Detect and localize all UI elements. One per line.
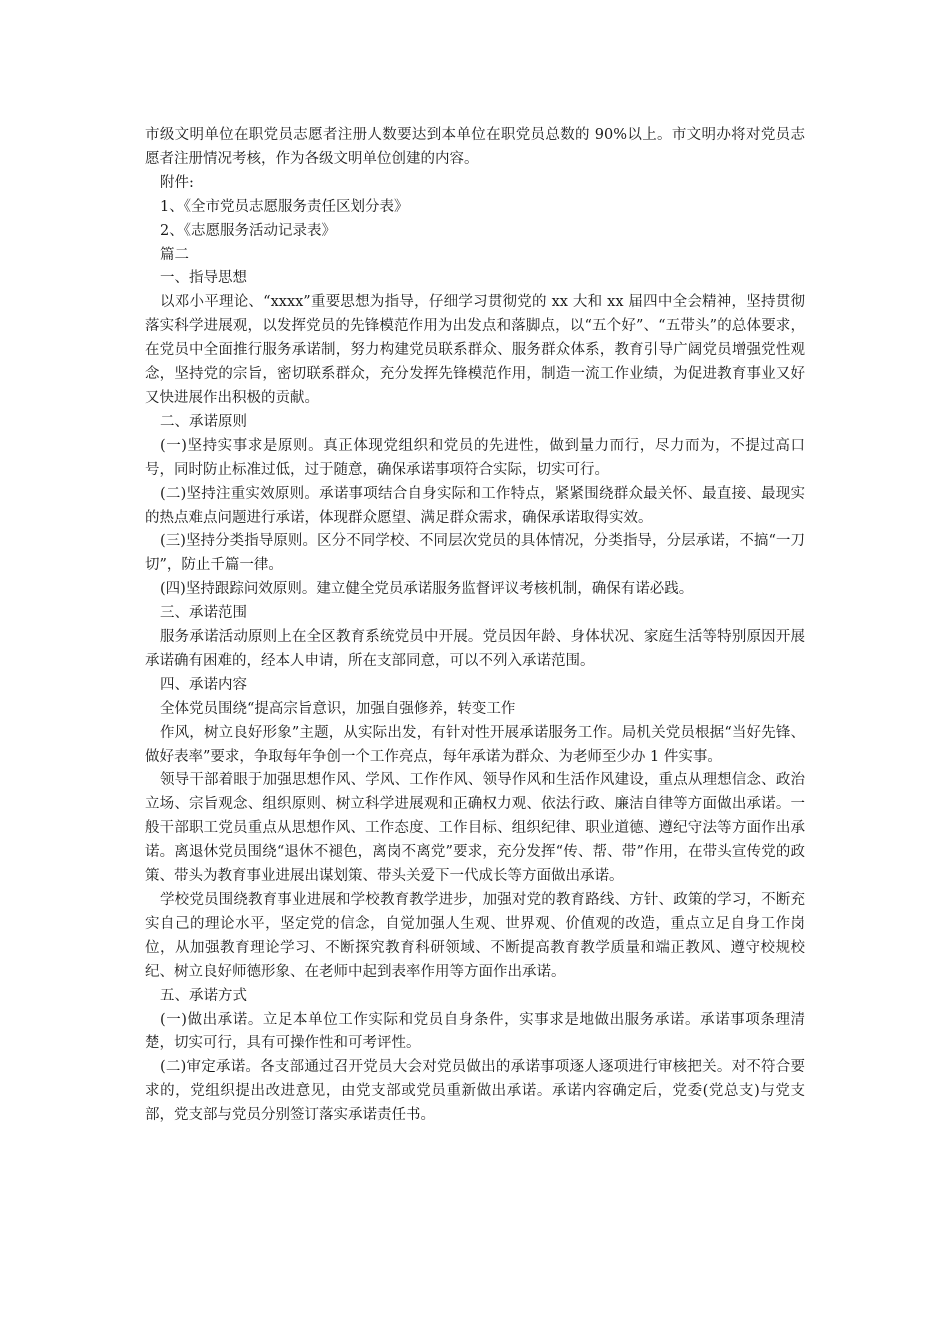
section-heading: 二、承诺原则 — [160, 413, 247, 430]
paragraph: 全体党员围绕“提高宗旨意识，加强自强修养，转变工作 — [160, 700, 516, 717]
paragraph: 附件: — [160, 174, 194, 191]
paragraph: 市级文明单位在职党员志愿者注册人数要达到本单位在职党员总数的 90%以上。市文明办将对党员志愿者注册情况考核，作为各级文明单位创建的内容。 — [145, 127, 805, 167]
section-heading: 四、承诺内容 — [160, 676, 247, 693]
section-heading: 三、承诺范围 — [160, 605, 247, 622]
paragraph: 领导干部着眼于加强思想作风、学风、工作作风、领导作风和生活作风建设，重点从理想信念、政治立场、宗旨观念、组织原则、树立科学进展观和正确权力观、依法行政、廉洁自律等方面做出承诺。一般干部职工党员重点从思想作风、工作态度、工作目标、组织纪律、职业道德、遵纪守法等方面作出承诺。离退休党员围绕“退休不褪色，离岗不离党”要求，充分发挥“传、帮、带”作用，在带头宣传党的政策、带头为教育事业进展出谋划策、带头关爱下一代成长等方面做出承诺。 — [145, 772, 805, 885]
paragraph: (三)坚持分类指导原则。区分不同学校、不同层次党员的具体情况，分类指导，分层承诺，不搞“一刀切”，防止千篇一律。 — [145, 533, 805, 574]
section-heading: 五、承诺方式 — [160, 987, 247, 1004]
list-item: 1、《全市党员志愿服务责任区划分表》 — [160, 198, 409, 215]
paragraph: (二)审定承诺。各支部通过召开党员大会对党员做出的承诺事项逐人逐项进行审核把关。对不符合要求的，党组织提出改进意见，由党支部或党员重新做出承诺。承诺内容确定后，党委(党总支)与党支部，党支部与党员分别签订落实承诺责任书。 — [145, 1059, 805, 1124]
paragraph: 服务承诺活动原则上在全区教育系统党员中开展。党员因年龄、身体状况、家庭生活等特别原因开展承诺确有困难的，经本人申请，所在支部同意，可以不列入承诺范围。 — [145, 629, 805, 669]
paragraph: 作风，树立良好形象”主题，从实际出发，有针对性开展承诺服务工作。局机关党员根据“当好先锋、做好表率”要求，争取每年争创一个工作亮点，每年承诺为群众、为老师至少办 1 件实事。 — [145, 724, 805, 765]
section-heading: 篇二 — [160, 246, 189, 263]
paragraph: (一)做出承诺。立足本单位工作实际和党员自身条件，实事求是地做出服务承诺。承诺事项条理清楚，切实可行，具有可操作性和可考评性。 — [145, 1011, 805, 1052]
document-body — [145, 124, 805, 1128]
paragraph: 学校党员围绕教育事业进展和学校教育教学进步，加强对党的教育路线、方针、政策的学习，不断充实自己的理论水平，坚定党的信念，自觉加强人生观、世界观、价值观的改造，重点立足自身工作岗位，从加强教育理论学习、不断探究教育科研领域、不断提高教育教学质量和端正教风、遵守校规校纪、树立良好师德形象、在老师中起到表率作用等方面作出承诺。 — [145, 892, 805, 980]
list-item: 2、《志愿服务活动记录表》 — [160, 222, 336, 239]
section-heading: 一、指导思想 — [160, 270, 247, 287]
paragraph: (二)坚持注重实效原则。承诺事项结合自身实际和工作特点，紧紧围绕群众最关怀、最直接、最现实的热点难点问题进行承诺，体现群众愿望、满足群众需求，确保承诺取得实效。 — [145, 485, 805, 526]
paragraph: (一)坚持实事求是原则。真正体现党组织和党员的先进性，做到量力而行，尽力而为，不提过高口号，同时防止标准过低，过于随意，确保承诺事项符合实际，切实可行。 — [145, 437, 805, 478]
paragraph: (四)坚持跟踪问效原则。建立健全党员承诺服务监督评议考核机制，确保有诺必践。 — [160, 581, 694, 598]
paragraph: 以邓小平理论、“xxxx”重要思想为指导，仔细学习贯彻党的 xx 大和 xx 届四中全会精神，坚持贯彻落实科学进展观，以发挥党员的先锋模范作用为出发点和落脚点，以“五个好”、“五带头”的总体要求，在党员中全面推行服务承诺制，努力构建党员联系群众、服务群众体系，教育引导广阔党员增强党性观念，坚持党的宗旨，密切联系群众，充分发挥先锋模范作用，制造一流工作业绩，为促进教育事业又好又快进展作出积极的贡献。 — [145, 294, 805, 406]
